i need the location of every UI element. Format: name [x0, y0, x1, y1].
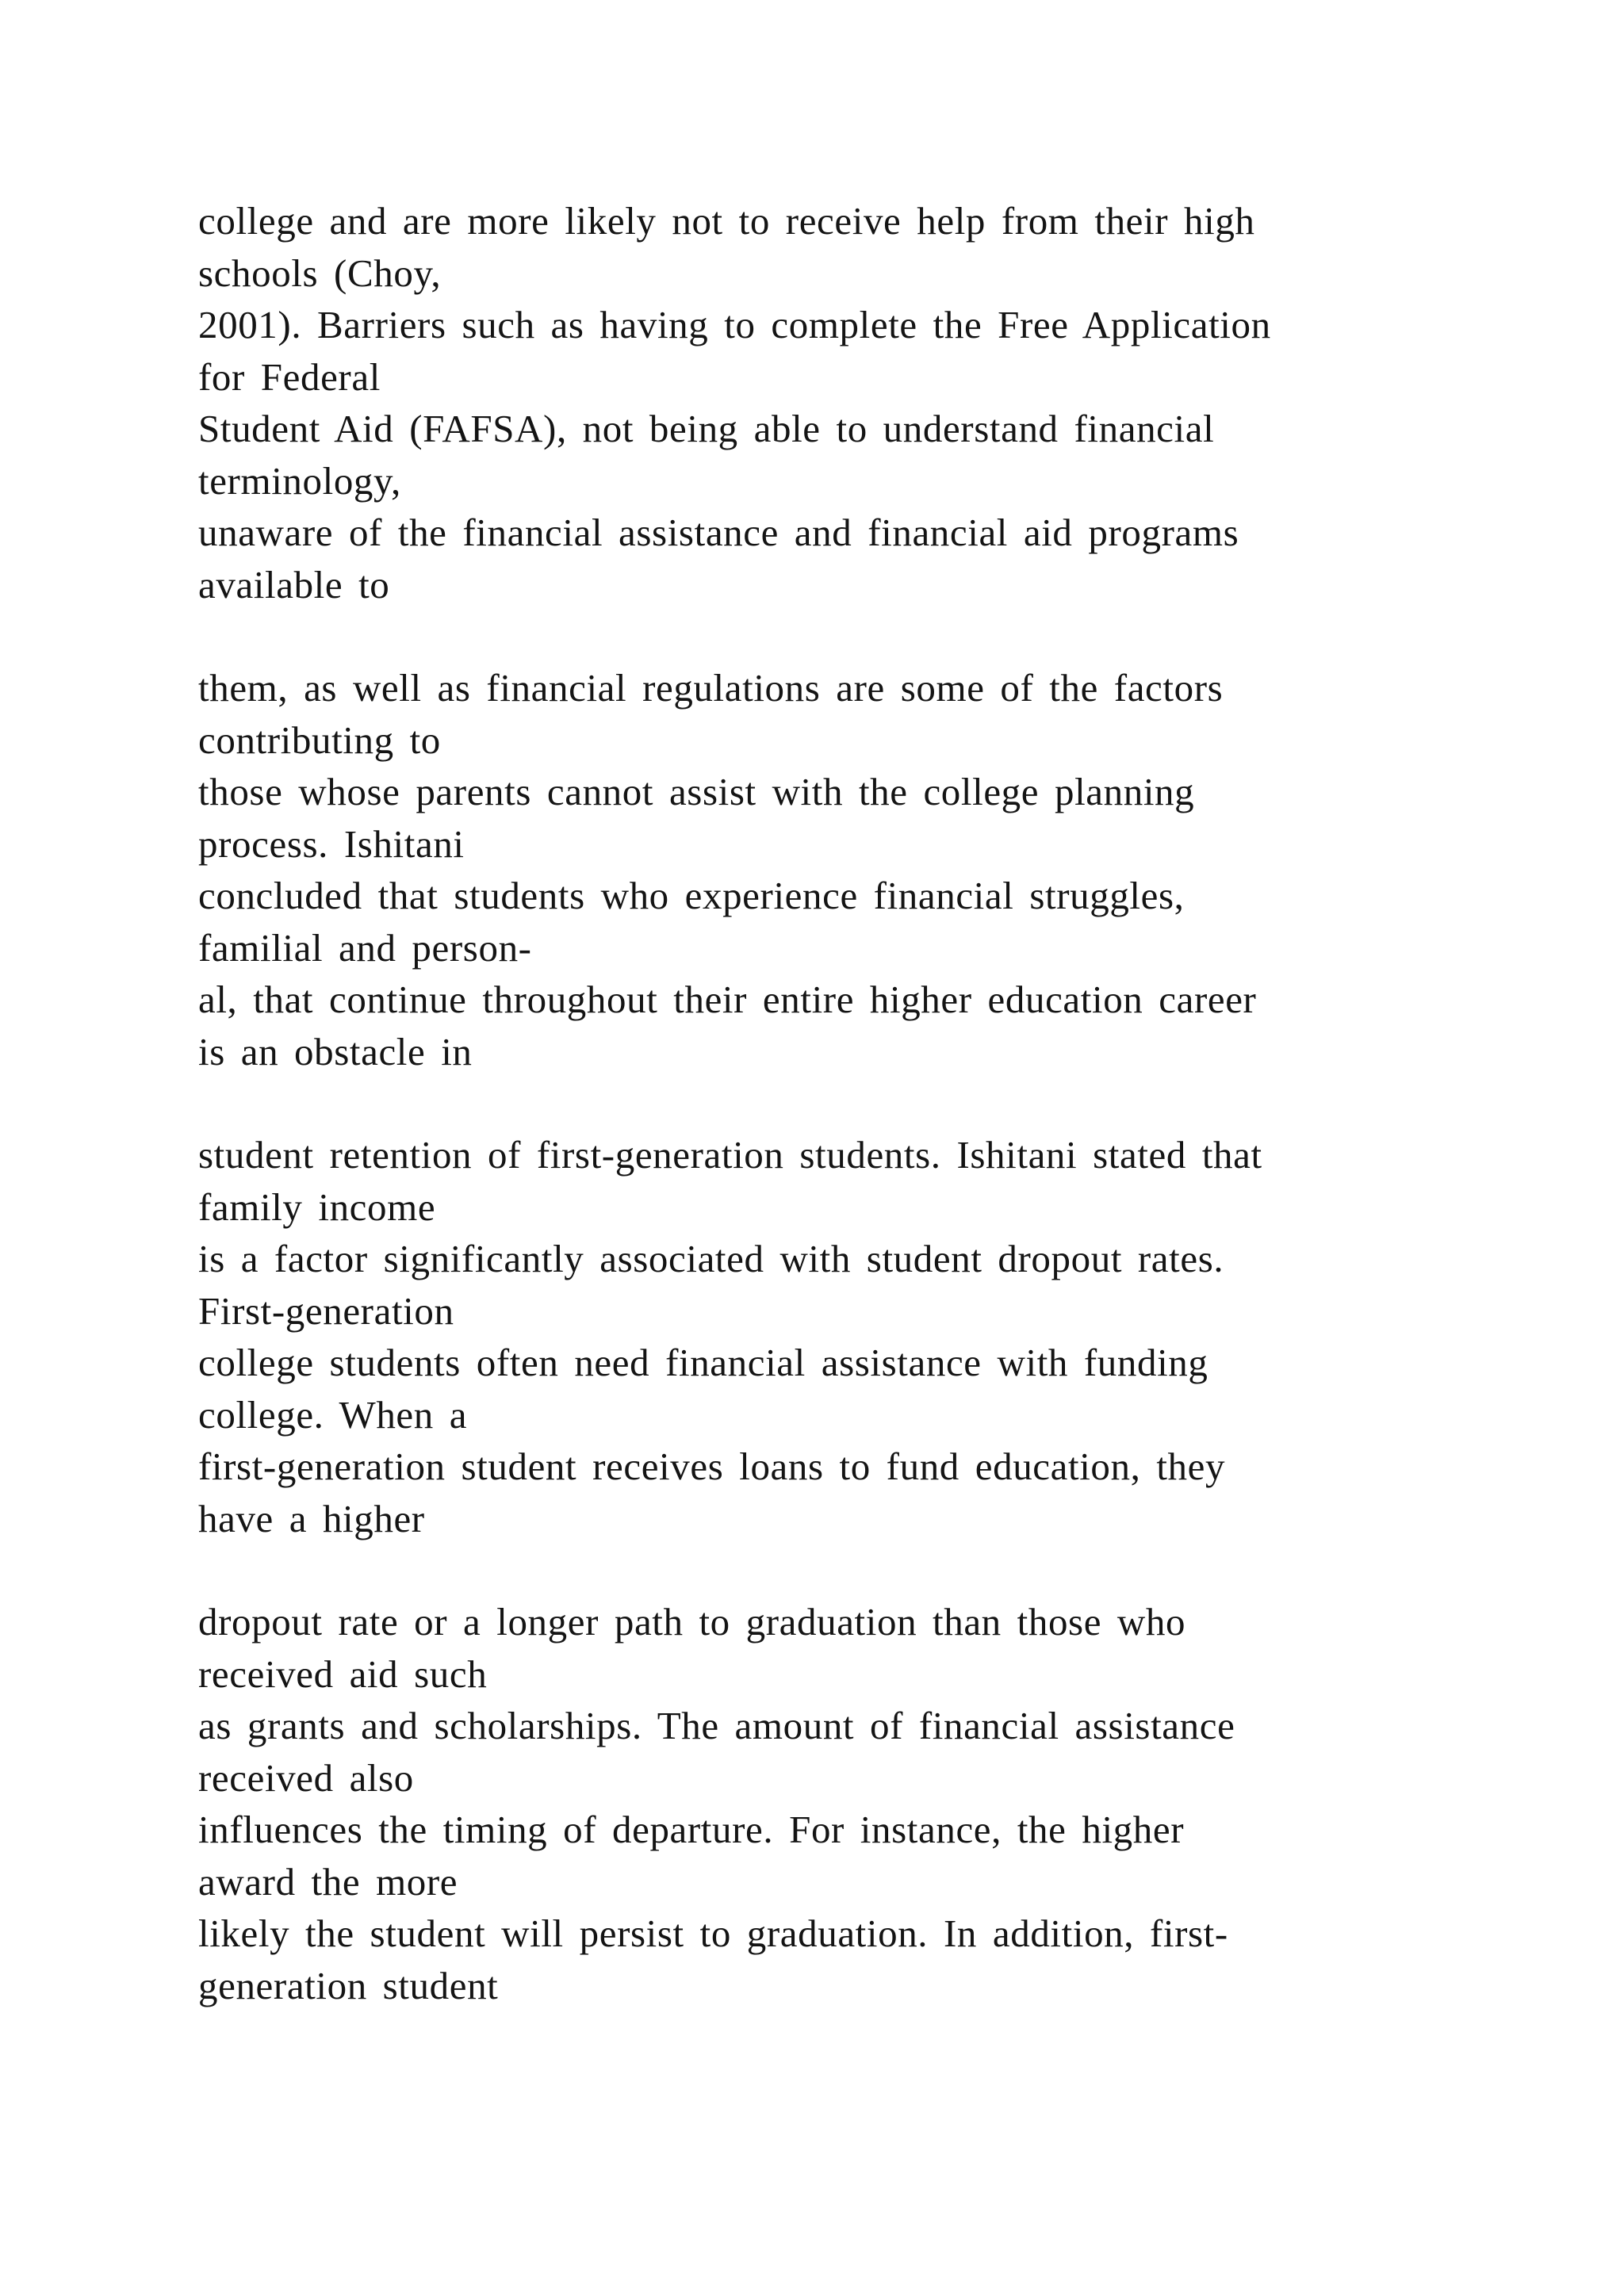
text-line: al, that continue throughout their entire higher education career	[198, 978, 1257, 1021]
text-line: award the more	[198, 1859, 458, 1904]
text-line: Student Aid (FAFSA), not being able to understand financial	[198, 407, 1215, 450]
text-line: familial and person-	[198, 925, 532, 970]
text-line: college. When a	[198, 1392, 468, 1437]
text-line: generation student	[198, 1963, 499, 2007]
text-line: unaware of the financial assistance and financial aid programs	[198, 511, 1239, 554]
text-line: received also	[198, 1755, 414, 1800]
text-line: college and are more likely not to receive help from their high	[198, 199, 1255, 243]
paragraph-1	[198, 195, 1499, 610]
text-line: concluded that students who experience financial struggles,	[198, 874, 1185, 917]
paragraph-3	[198, 1129, 1499, 1544]
text-line: process. Ishitani	[198, 821, 465, 866]
text-line: dropout rate or a longer path to graduation than those who	[198, 1600, 1186, 1644]
text-line: those whose parents cannot assist with the college planning	[198, 770, 1195, 813]
text-line: for Federal	[198, 354, 381, 399]
text-line: 2001). Barriers such as having to complete the Free Application	[198, 303, 1271, 346]
text-line: is a factor significantly associated with student dropout rates.	[198, 1237, 1224, 1280]
text-line: likely the student will persist to graduation. In addition, first-	[198, 1911, 1228, 1955]
text-line: contributing to	[198, 718, 441, 762]
text-line: as grants and scholarships. The amount of financial assistance	[198, 1704, 1235, 1747]
text-line: First-generation	[198, 1288, 454, 1333]
text-line: terminology,	[198, 458, 401, 503]
text-line: schools (Choy,	[198, 251, 442, 295]
text-line: influences the timing of departure. For instance, the higher	[198, 1808, 1185, 1851]
paragraph-4	[198, 1596, 1499, 2011]
text-line: college students often need financial assistance with funding	[198, 1341, 1208, 1384]
text-line: family income	[198, 1184, 436, 1229]
text-line: them, as well as financial regulations are some of the factors	[198, 666, 1224, 710]
text-line: is an obstacle in	[198, 1029, 473, 1073]
paragraph-2	[198, 662, 1499, 1077]
text-line: first-generation student receives loans to fund education, they	[198, 1445, 1226, 1488]
text-line: available to	[198, 562, 390, 607]
text-line: student retention of first-generation students. Ishitani stated that	[198, 1133, 1262, 1177]
text-line: have a higher	[198, 1496, 425, 1540]
document-body	[198, 195, 1499, 2063]
text-line: received aid such	[198, 1651, 488, 1696]
